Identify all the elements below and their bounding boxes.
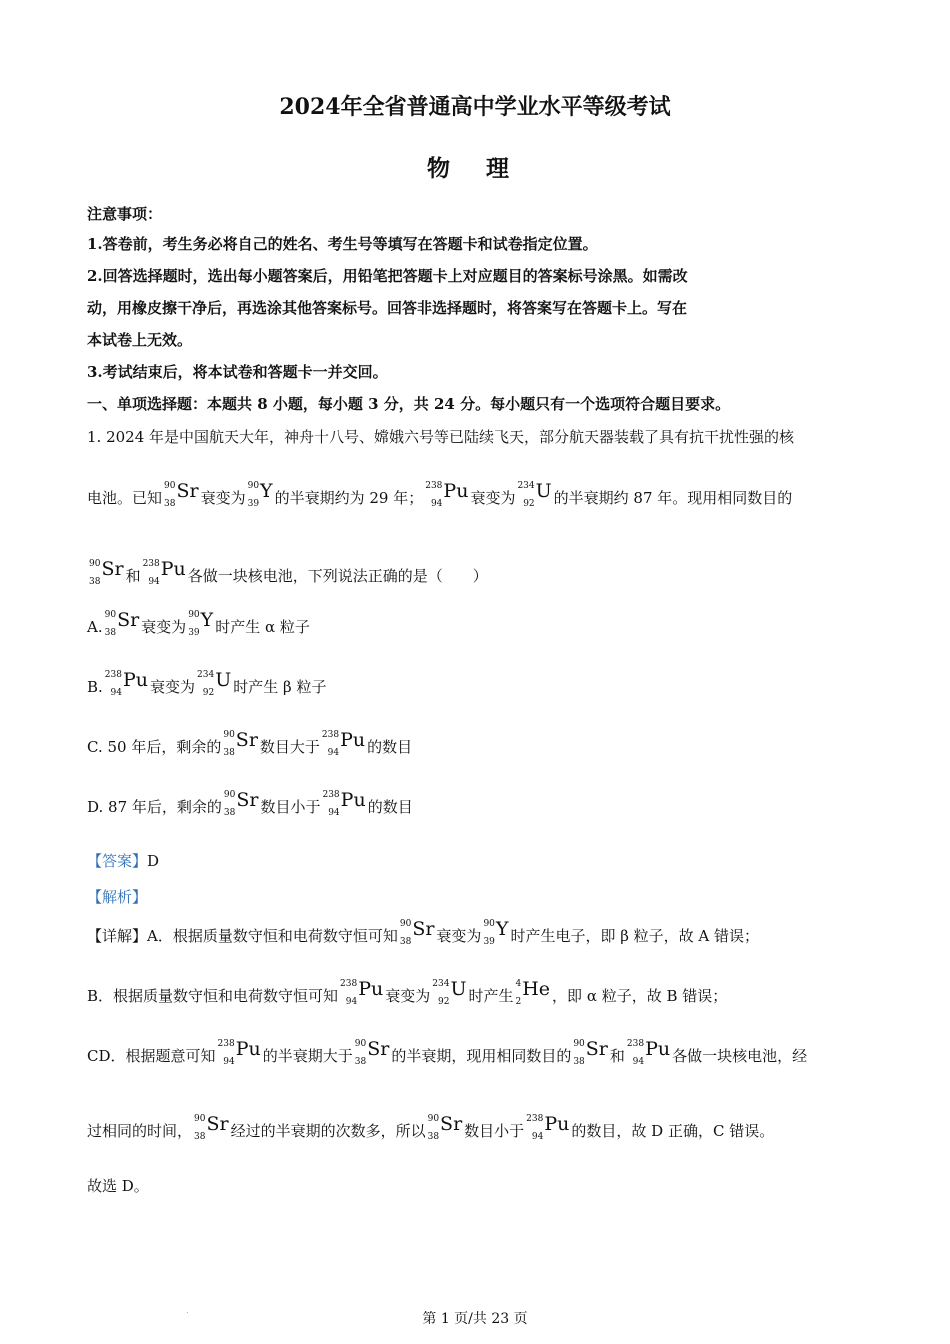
- mass-number: 90: [399, 919, 412, 929]
- atomic-number: 38: [104, 628, 117, 638]
- option-b: [87, 671, 326, 705]
- nuclide-sr: [223, 731, 258, 765]
- mass-number: 238: [217, 1039, 235, 1049]
- element-symbol: U: [535, 480, 552, 502]
- element-symbol: Sr: [412, 918, 435, 940]
- text: 衰变为: [141, 618, 187, 636]
- text: 时产生电子，即 β 粒子，故 A 错误；: [510, 927, 760, 945]
- nuclide-sr: [224, 791, 259, 825]
- nuclide-sr: [194, 1115, 229, 1149]
- atomic-number: 38: [354, 1057, 367, 1067]
- nuclide-pu: [340, 980, 383, 1014]
- text: CD．根据题意可知: [87, 1047, 216, 1065]
- answer-tag: 【答案】: [87, 852, 148, 870]
- atomic-number: 2: [515, 997, 522, 1007]
- nuclide-sr: [89, 560, 124, 594]
- atomic-number: 39: [247, 499, 260, 509]
- atomic-number: 94: [148, 577, 160, 587]
- element-symbol: Pu: [358, 978, 384, 1000]
- text: 时产生: [468, 987, 514, 1005]
- mass-number: 234: [517, 481, 535, 491]
- answer-value: D: [147, 852, 160, 870]
- text: 的半衰期约 87 年。现用相同数目的: [553, 489, 793, 507]
- analysis-tag: 【解析】: [87, 888, 148, 906]
- notice-heading: 注意事项：: [87, 205, 163, 223]
- mass-number: 238: [425, 481, 443, 491]
- atomic-number: 94: [223, 1057, 235, 1067]
- text: 时产生 α 粒子: [215, 618, 310, 636]
- question-1-line-3: [87, 560, 488, 594]
- element-symbol: U: [215, 669, 232, 691]
- mass-number: 90: [427, 1114, 440, 1124]
- option-label: A.: [87, 618, 103, 636]
- element-symbol: Pu: [544, 1113, 570, 1135]
- nuclide-sr: [164, 482, 199, 516]
- atomic-number: 94: [632, 1057, 645, 1067]
- atomic-number: 94: [110, 688, 122, 698]
- page-footer: 第 1 页/共 23 页: [422, 1311, 528, 1327]
- text: 和: [609, 1047, 625, 1065]
- mass-number: 90: [223, 730, 235, 740]
- text: D. 87 年后，剩余的: [87, 798, 222, 816]
- nuclide-pu: [322, 731, 365, 765]
- atomic-number: 94: [430, 499, 443, 509]
- text: 时产生 β 粒子: [233, 678, 327, 696]
- text: 数目大于: [259, 738, 320, 756]
- mass-number: 238: [322, 790, 340, 800]
- answer-line: [87, 850, 159, 871]
- detail-line-a: [87, 920, 759, 954]
- atomic-number: 94: [328, 808, 340, 818]
- text: 衰变为: [200, 489, 246, 507]
- atomic-number: 94: [327, 748, 340, 758]
- nuclide-pu: [105, 671, 148, 705]
- atomic-number: 38: [223, 748, 235, 758]
- nuclide-u: [197, 671, 231, 705]
- text: 衰变为: [470, 489, 516, 507]
- element-symbol: He: [522, 978, 551, 1000]
- atomic-number: 92: [438, 997, 450, 1007]
- element-symbol: Sr: [367, 1038, 390, 1060]
- atomic-number: 38: [427, 1132, 440, 1142]
- mass-number: 238: [526, 1114, 544, 1124]
- element-symbol: Sr: [101, 558, 124, 580]
- nuclide-pu: [143, 560, 186, 594]
- nuclide-sr: [400, 920, 435, 954]
- nuclide-sr: [105, 611, 140, 645]
- element-symbol: Pu: [122, 669, 149, 691]
- nuclide-y: [248, 482, 273, 516]
- element-symbol: Sr: [585, 1038, 608, 1060]
- detail-line-b: [87, 980, 727, 1014]
- nuclide-he: [515, 980, 550, 1014]
- nuclide-u: [432, 980, 466, 1014]
- atomic-number: 92: [523, 499, 535, 509]
- text: 数目小于: [464, 1122, 525, 1140]
- mass-number: 238: [626, 1039, 645, 1049]
- text: 衰变为: [436, 927, 482, 945]
- text: 各做一块核电池，下列说法正确的是（ ）: [187, 567, 488, 585]
- text: 和: [125, 567, 141, 585]
- option-a: [87, 611, 310, 645]
- nuclide-pu: [627, 1040, 670, 1074]
- element-symbol: Sr: [440, 1113, 463, 1135]
- exam-title: 2024年全省普通高中学业水平等级考试: [279, 94, 671, 120]
- element-symbol: U: [450, 978, 467, 1000]
- option-d: [87, 791, 413, 825]
- nuclide-u: [517, 482, 551, 516]
- mass-number: 90: [188, 610, 200, 620]
- mass-number: 90: [89, 559, 101, 569]
- element-symbol: Pu: [340, 729, 366, 751]
- atomic-number: 92: [202, 688, 215, 698]
- element-symbol: Sr: [117, 609, 140, 631]
- section-1-heading: 一、单项选择题：本题共 8 小题，每小题 3 分，共 24 分。每小题只有一个选项符合题目要求。: [87, 395, 731, 413]
- mass-number: 90: [164, 481, 176, 491]
- atomic-number: 94: [345, 997, 358, 1007]
- atomic-number: 38: [194, 1132, 206, 1142]
- mass-number: 90: [247, 481, 260, 491]
- text: 的半衰期大于: [262, 1047, 353, 1065]
- element-symbol: Sr: [235, 729, 258, 751]
- mass-number: 90: [104, 610, 117, 620]
- element-symbol: Pu: [160, 558, 186, 580]
- atomic-number: 39: [188, 628, 200, 638]
- nuclide-y: [483, 920, 508, 954]
- text: 的数目，故 D 正确，C 错误。: [571, 1122, 775, 1140]
- element-symbol: Y: [260, 480, 273, 502]
- question-1-line-2: [87, 482, 792, 516]
- atomic-number: 38: [89, 577, 101, 587]
- element-symbol: Pu: [443, 480, 469, 502]
- nuclide-pu: [322, 791, 365, 825]
- text: 的数目: [367, 738, 413, 756]
- notice-item-2-line-3: 本试卷上无效。: [87, 331, 193, 349]
- element-symbol: Sr: [206, 1113, 229, 1135]
- mass-number: 90: [573, 1039, 585, 1049]
- element-symbol: Pu: [340, 789, 366, 811]
- atomic-number: 38: [573, 1057, 585, 1067]
- mass-number: 90: [483, 919, 495, 929]
- mass-number: 90: [354, 1039, 367, 1049]
- atomic-number: 38: [223, 808, 236, 818]
- text: C. 50 年后，剩余的: [87, 738, 222, 756]
- element-symbol: Pu: [645, 1038, 671, 1060]
- option-label: B.: [87, 678, 103, 696]
- notice-item-1: 1.答卷前，考生务必将自己的姓名、考生号等填写在答题卡和试卷指定位置。: [87, 235, 598, 253]
- text: 衰变为: [150, 678, 196, 696]
- text: 的数目: [367, 798, 413, 816]
- atomic-number: 38: [164, 499, 176, 509]
- analysis-line: [87, 886, 147, 907]
- mass-number: 4: [515, 979, 522, 989]
- mass-number: 238: [321, 730, 340, 740]
- atomic-number: 94: [531, 1132, 544, 1142]
- question-1-line-1: 1. 2024 年是中国航天大年，神舟十八号、嫦娥六号等已陆续飞天，部分航天器装载了具有抗干扰性强的核: [87, 428, 795, 446]
- nuclide-sr: [355, 1040, 390, 1074]
- subject-title: 物 理: [426, 155, 523, 182]
- mass-number: 234: [432, 979, 450, 989]
- notice-item-2-line-2: 动，用橡皮擦干净后，再选涂其他答案标号。回答非选择题时，将答案写在答题卡上。写在: [87, 299, 688, 317]
- notice-item-2-line-1: 2.回答选择题时，选出每小题答案后，用铅笔把答题卡上对应题目的答案标号涂黑。如需改: [87, 267, 688, 285]
- atomic-number: 39: [483, 937, 495, 947]
- text: 各做一块核电池，经: [672, 1047, 808, 1065]
- text: 衰变为: [385, 987, 431, 1005]
- text: B．根据质量数守恒和电荷数守恒可知: [87, 987, 339, 1005]
- text: 经过的半衰期的次数多，所以: [230, 1122, 426, 1140]
- element-symbol: Y: [200, 609, 214, 631]
- detail-line-cd-2: [87, 1115, 774, 1149]
- text: 的半衰期约为 29 年；: [274, 489, 424, 507]
- notice-item-3: 3.考试结束后，将本试卷和答题卡一并交回。: [87, 363, 388, 381]
- element-symbol: Y: [495, 918, 509, 940]
- nuclide-pu: [218, 1040, 261, 1074]
- text: 过相同的时间，: [87, 1122, 193, 1140]
- stray-dot: .: [186, 1306, 189, 1315]
- text: 数目小于: [260, 798, 321, 816]
- mass-number: 238: [142, 559, 160, 569]
- nuclide-y: [188, 611, 213, 645]
- mass-number: 90: [194, 1114, 206, 1124]
- text: ，即 α 粒子，故 B 错误；: [552, 987, 728, 1005]
- mass-number: 238: [104, 670, 122, 680]
- mass-number: 90: [223, 790, 236, 800]
- mass-number: 234: [197, 670, 215, 680]
- element-symbol: Sr: [176, 480, 199, 502]
- detail-line-cd-1: [87, 1040, 807, 1074]
- option-c: [87, 731, 412, 765]
- conclusion: 故选 D。: [87, 1177, 149, 1195]
- nuclide-pu: [526, 1115, 569, 1149]
- detail-tag: 【详解】: [87, 927, 148, 945]
- mass-number: 238: [340, 979, 358, 989]
- text: 的半衰期，现用相同数目的: [391, 1047, 572, 1065]
- nuclide-sr: [428, 1115, 463, 1149]
- text: A．根据质量数守恒和电荷数守恒可知: [147, 927, 398, 945]
- atomic-number: 38: [399, 937, 412, 947]
- text: 电池。已知: [87, 489, 163, 507]
- element-symbol: Sr: [236, 789, 259, 811]
- nuclide-pu: [425, 482, 468, 516]
- nuclide-sr: [573, 1040, 608, 1074]
- element-symbol: Pu: [235, 1038, 261, 1060]
